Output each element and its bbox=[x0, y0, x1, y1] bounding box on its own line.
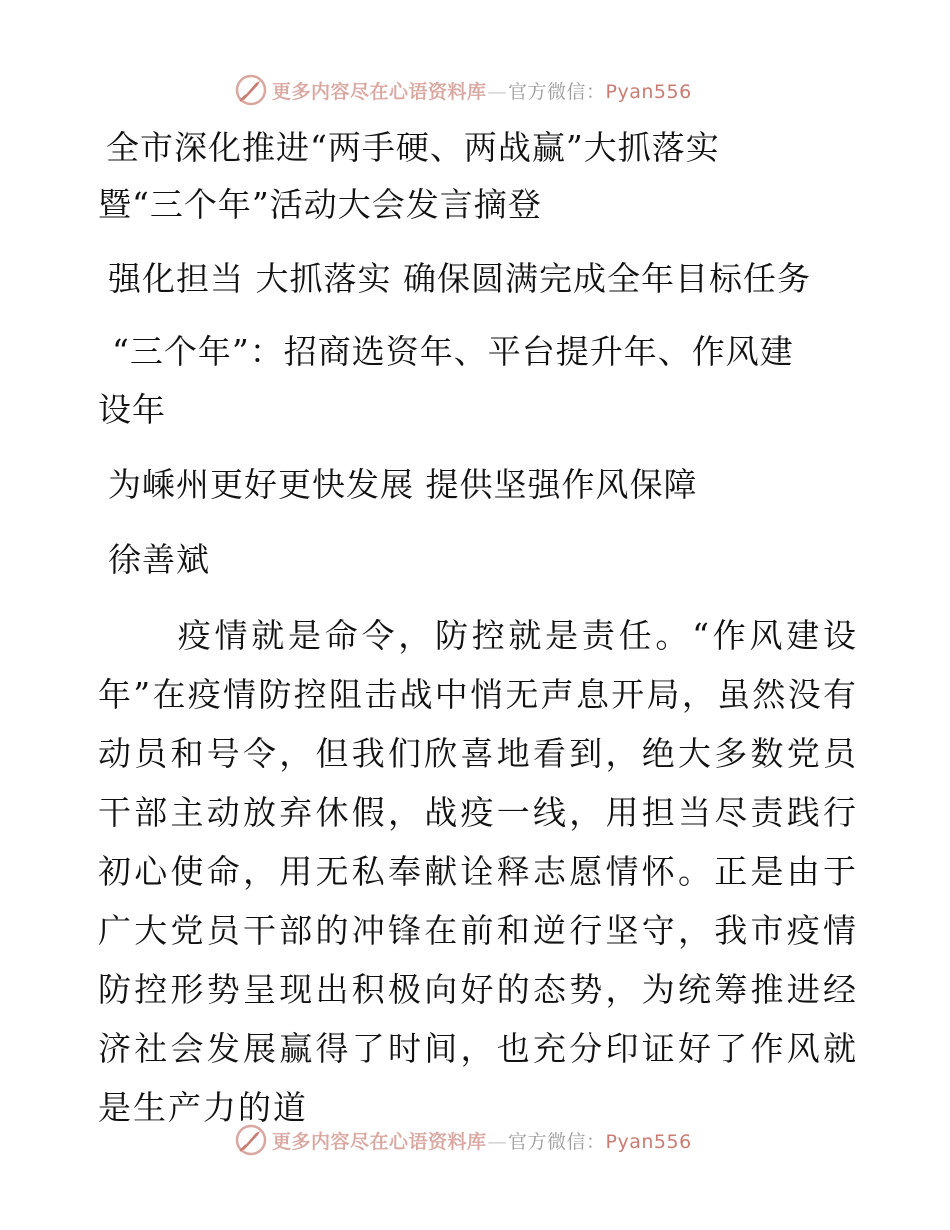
watermark-text bbox=[272, 1127, 692, 1154]
quill-logo-icon bbox=[234, 1123, 268, 1157]
heading-line-2: 暨“三个年”活动大会发言摘登 bbox=[98, 185, 542, 224]
body-paragraph-text: 疫情就是命令，防控就是责任。“作风建设年”在疫情防控阻击战中悄无声息开局，虽然没有动员和号令，但我们欣喜地看到，绝大多数党员干部主动放弃休假，战疫一线，用担当尽责践行初心使命，用无私奉献诠释志愿情怀。正是由于广大党员干部的冲锋在前和逆行坚守，我市疫情防控形势呈现出积极向好的态势，为统筹推进经济社会发展赢得了时间，也充分印证好了作风就是生产力的道 bbox=[98, 616, 858, 1127]
footer-watermark bbox=[234, 1122, 692, 1158]
quill-logo-icon bbox=[234, 73, 268, 107]
watermark-separator: — bbox=[487, 1130, 508, 1153]
watermark-wechat-id: Pyan556 bbox=[605, 80, 692, 103]
watermark-separator: — bbox=[487, 80, 508, 103]
watermark-brand: 更多内容尽在心语资料库 bbox=[272, 80, 487, 103]
watermark-brand: 更多内容尽在心语资料库 bbox=[272, 1130, 487, 1153]
note-line-2: 设年 bbox=[98, 390, 166, 429]
article-title: 为嵊州更好更快发展 提供坚强作风保障 bbox=[108, 465, 698, 504]
heading-line-1: 全市深化推进“两手硬、两战赢”大抓落实 bbox=[106, 128, 720, 167]
body-paragraph bbox=[98, 606, 858, 1137]
watermark-text bbox=[272, 77, 692, 104]
header-watermark bbox=[234, 72, 692, 108]
watermark-official: 官方微信： bbox=[508, 1130, 606, 1153]
watermark-wechat-id: Pyan556 bbox=[605, 1130, 692, 1153]
note-line-1: “三个年”：招商选资年、平台提升年、作风建 bbox=[112, 332, 794, 371]
author-name: 徐善斌 bbox=[108, 540, 210, 579]
subheading: 强化担当 大抓落实 确保圆满完成全年目标任务 bbox=[108, 259, 811, 298]
watermark-official: 官方微信： bbox=[508, 80, 606, 103]
